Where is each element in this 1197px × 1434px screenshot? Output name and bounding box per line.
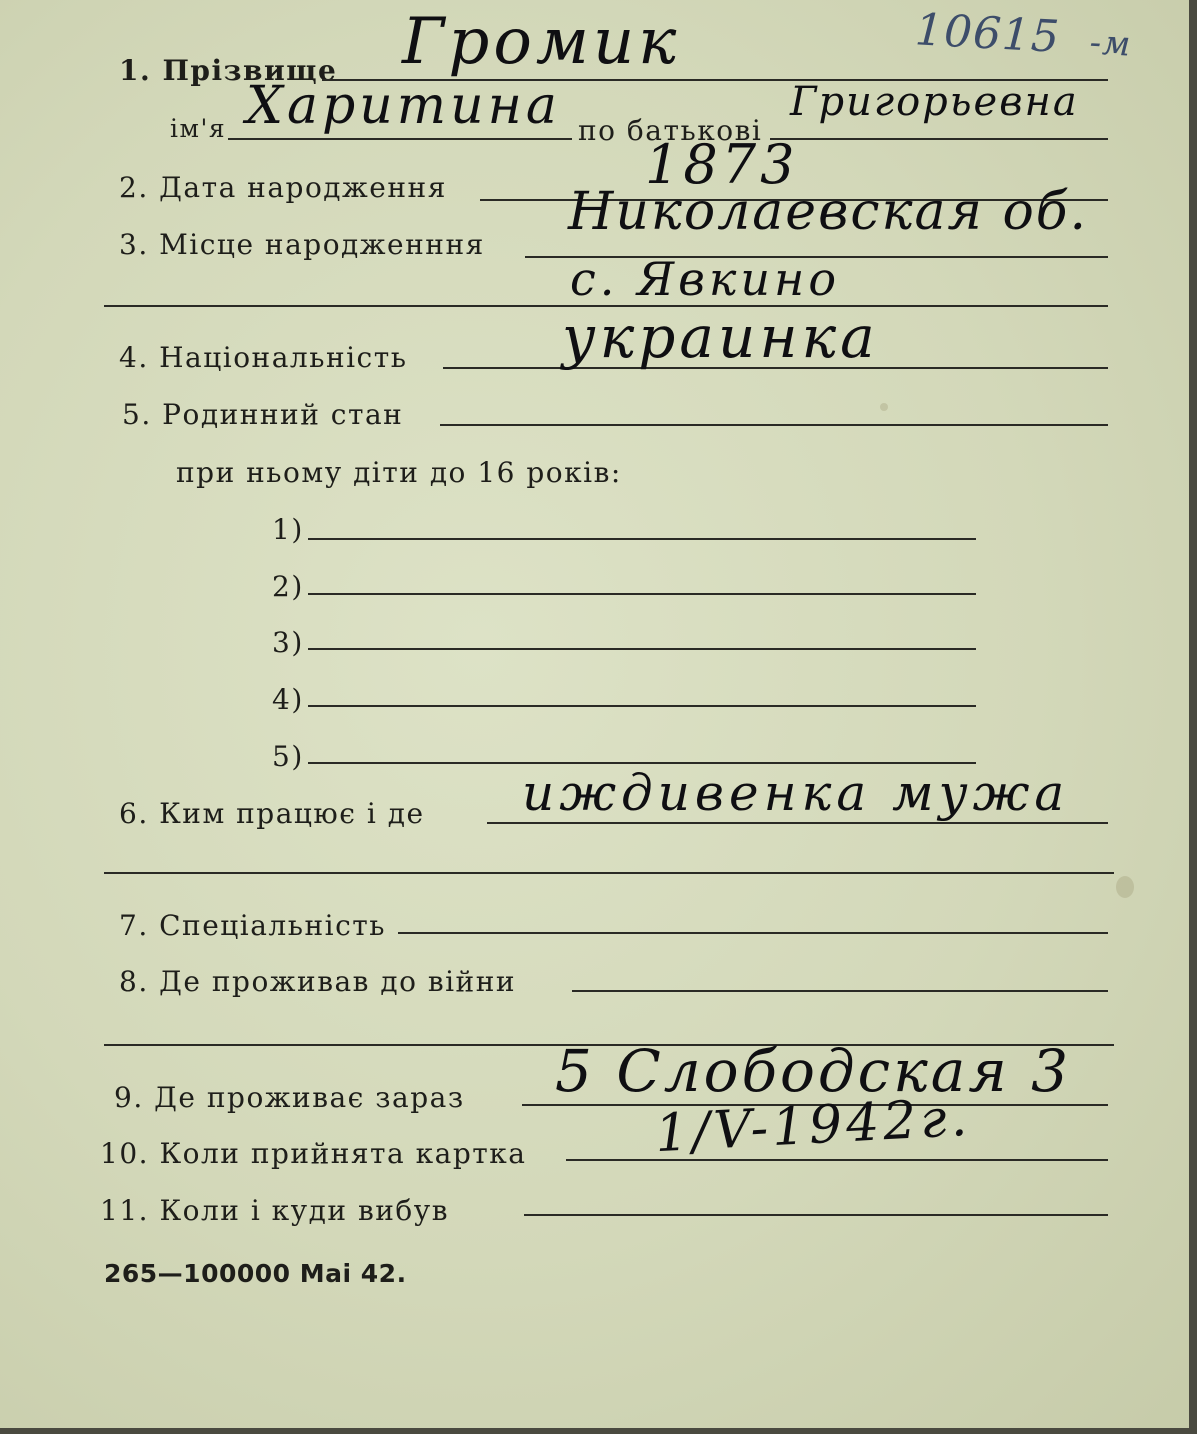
nationality-value: украинка <box>562 303 879 371</box>
child-1-line <box>308 538 976 540</box>
occupation-value: иждивенка мужа <box>522 764 1070 822</box>
occupation-line-1 <box>487 822 1108 824</box>
patronymic-value: Григорьевна <box>790 79 1079 125</box>
stain <box>880 403 888 411</box>
speciality-line <box>398 932 1108 934</box>
patronymic-label: по батькові <box>578 114 763 147</box>
current-residence-value: 5 Слободская 3 <box>555 1037 1072 1105</box>
child-3-num: 3) <box>272 626 304 659</box>
name-label: ім'я <box>170 114 227 143</box>
birth-place-value-1: Николаевская об. <box>568 182 1089 242</box>
stain <box>1116 876 1134 898</box>
child-1-num: 1) <box>272 513 304 546</box>
family-status-label: 5. Родинний стан <box>122 398 404 431</box>
birth-place-label: 3. Місце народженння <box>119 228 485 261</box>
card-edge-right <box>1189 0 1197 1434</box>
occupation-line-2 <box>104 872 1114 874</box>
departure-line <box>524 1214 1108 1216</box>
birth-place-value-2: с. Явкино <box>570 252 841 306</box>
archive-number: 10615 -м <box>913 4 1133 65</box>
prewar-residence-line-1 <box>572 990 1108 992</box>
children-label: при ньому діти до 16 років: <box>176 456 622 489</box>
surname-label: 1. Прізвище <box>119 54 338 87</box>
card-edge-bottom <box>0 1428 1197 1434</box>
child-2-line <box>308 593 976 595</box>
family-status-line <box>440 424 1108 426</box>
child-2-num: 2) <box>272 570 304 603</box>
nationality-label: 4. Національність <box>119 341 408 374</box>
occupation-label: 6. Ким працює і де <box>119 797 425 830</box>
card-accepted-line <box>566 1159 1108 1161</box>
card-accepted-value: 1/V-1942г. <box>653 1087 973 1165</box>
patronymic-line <box>770 138 1108 140</box>
child-3-line <box>308 648 976 650</box>
speciality-label: 7. Спеціальність <box>119 909 386 942</box>
current-residence-label: 9. Де проживає зараз <box>114 1081 465 1114</box>
birth-date-value: 1873 <box>645 133 799 196</box>
surname-value: Громик <box>402 5 681 79</box>
print-run-mark: 265—100000 Mai 42. <box>104 1259 407 1288</box>
child-4-line <box>308 705 976 707</box>
child-4-num: 4) <box>272 683 304 716</box>
child-5-num: 5) <box>272 740 304 773</box>
departure-label: 11. Коли і куди вибув <box>100 1194 449 1227</box>
prewar-residence-label: 8. Де проживав до війни <box>119 965 517 998</box>
name-value: Харитина <box>246 76 561 136</box>
birth-date-label: 2. Дата народження <box>119 171 447 204</box>
name-line <box>228 138 572 140</box>
card-accepted-label: 10. Коли прийнята картка <box>100 1137 527 1170</box>
